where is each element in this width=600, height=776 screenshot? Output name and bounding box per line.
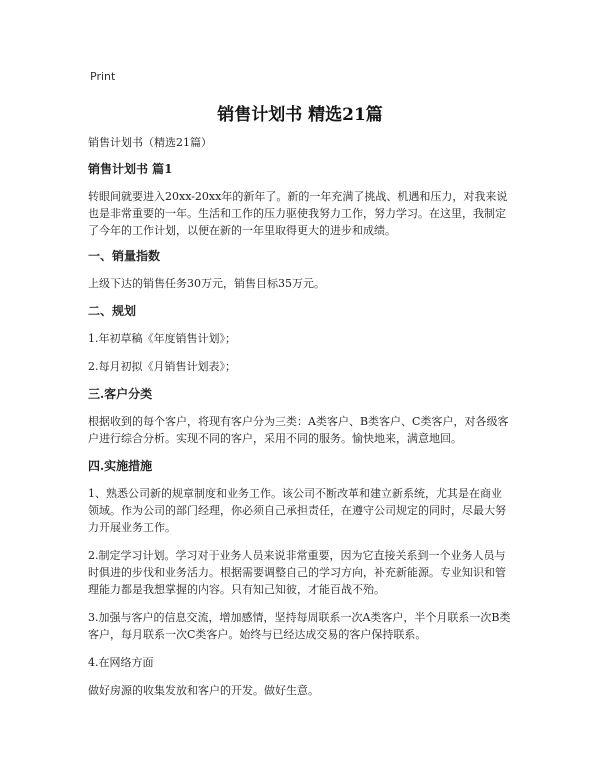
intro-paragraph: 转眼间就要进入20xx-20xx年的新年了。新的一年充满了挑战、机遇和压力，对我来说也是非常重要的一年。生活和工作的压力驱使我努力工作，努力学习。在这里，我制定了今年的工作计划，以便在新的一年里取得更大的进步和成绩。 [88,190,508,237]
paragraph-measure-2: 2.制定学习计划。学习对于业务人员来说非常重要，因为它直接关系到一个业务人员与时俱进的步伐和业务活力。根据需要调整自己的学习方向，补充新能源。专业知识和管理能力都是我想掌握的内容。只有知己知彼，才能百战不殆。 [88,549,506,596]
paragraph-measure-1: 1、熟悉公司新的规章制度和业务工作。该公司不断改革和建立新系统，尤其是在商业领域。作为公司的部门经理，你必须自己承担责任，在遵守公司规定的同时，尽最大努力开展业务工作。 [88,487,506,534]
document-subtitle: 销售计划书（精选21篇） [88,136,212,149]
document-body [88,134,512,710]
paragraph-measure-4: 4.在网络方面 [88,656,154,669]
paragraph-sales-target: 上级下达的销售任务30万元，销售目标35万元。 [88,277,325,290]
section-heading-customer-classification: 三.客户分类 [88,387,153,401]
section-heading-planning: 二、规划 [88,304,137,318]
paragraph-monthly-plan: 2.每月初拟《月销售计划表》； [88,360,236,373]
paragraph-measure-4-detail: 做好房源的收集发放和客户的开发。做好生意。 [88,684,319,697]
paragraph-measure-3: 3.加强与客户的信息交流，增加感情，坚持每周联系一次A类客户，半个月联系一次B类客户，每月联系一次C类客户。始终与已经达成交易的客户保持联系。 [88,611,511,641]
part-heading: 销售计划书 篇1 [88,162,173,176]
document-title: 销售计划书 精选21篇 [217,105,383,125]
section-heading-measures: 四.实施措施 [88,459,153,473]
section-heading-sales-index: 一、销量指数 [88,249,161,263]
paragraph-annual-plan: 1.年初草稿《年度销售计划》； [88,332,236,345]
print-link[interactable]: Print [90,70,116,83]
paragraph-customer-classification: 根据收到的每个客户，将现有客户分为三类：A类客户、B类客户、C类客户，对各级客户进行综合分析。实现不同的客户，采用不同的服务。愉快地来，满意地回。 [88,415,509,445]
